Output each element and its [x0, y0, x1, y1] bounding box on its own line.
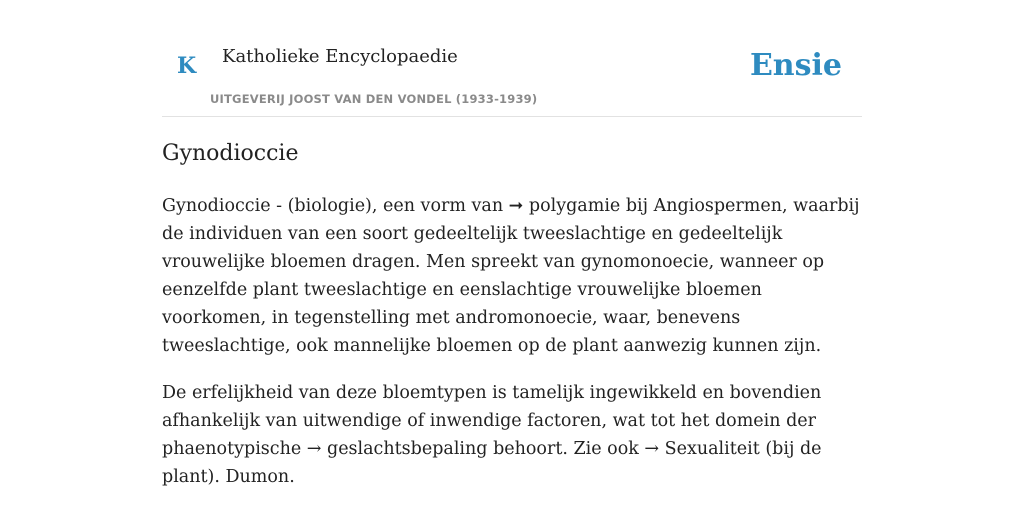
- article-paragraph: De erfelijkheid van deze bloemtypen is tamelijk ingewikkeld en bovendien afhankelijk van uitwendige of inwendige factoren, wat tot het domein der phaenotypische → geslachtsbepaling behoort. Zie ook → Sexualiteit (bij de plant). Dumon.: [162, 383, 822, 487]
- publisher-subtitle: UITGEVERIJ JOOST VAN DEN VONDEL (1933-1939): [210, 92, 538, 106]
- site-header: [162, 0, 862, 117]
- site-title-link[interactable]: Katholieke Encyclopaedie: [222, 46, 458, 67]
- logo-icon[interactable]: K: [177, 53, 197, 79]
- article-body: [162, 192, 864, 510]
- brand-logo-link[interactable]: Ensie: [749, 48, 842, 83]
- article-paragraph: Gynodioccie - (biologie), een vorm van ➞ polygamie bij Angiospermen, waarbij de individuen van een soort gedeeltelijk tweeslachtige en gedeeltelijk vrouwelijke bloemen dragen. Men spreekt van gynomonoecie, wanneer op eenzelfde plant tweeslachtige en eenslachtige vrouwelijke bloemen voorkomen, in tegenstelling met andromonoecie, waar, benevens tweeslachtige, ook mannelijke bloemen op de plant aanwezig kunnen zijn.: [162, 196, 860, 356]
- article-title: Gynodioccie: [162, 141, 299, 166]
